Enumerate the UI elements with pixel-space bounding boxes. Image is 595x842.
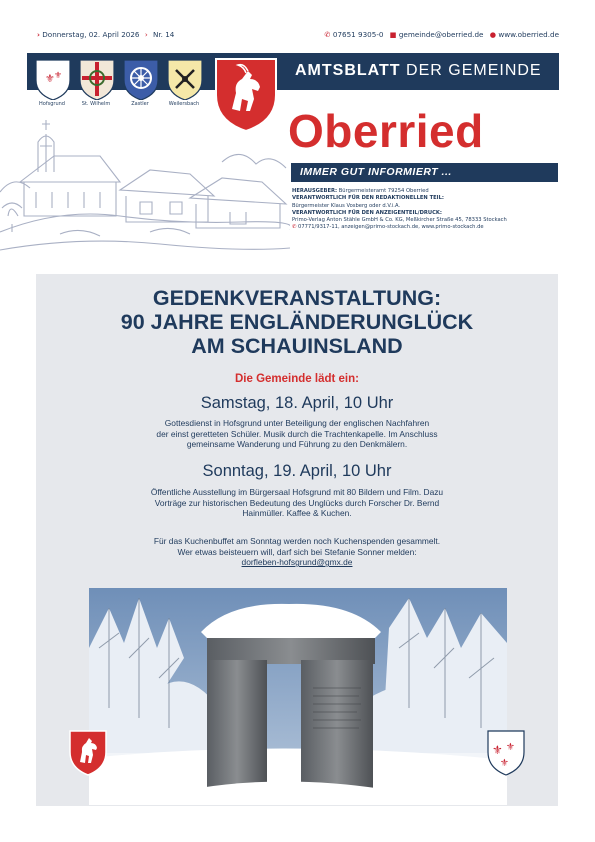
- website-link[interactable]: www.oberried.de: [498, 30, 559, 39]
- cake-appeal: [110, 536, 484, 568]
- crest-label: Hofsgrund: [39, 101, 65, 107]
- imprint-contact: [292, 224, 558, 231]
- oberried-crest-icon: [69, 730, 107, 776]
- crest-row: [34, 58, 204, 104]
- masthead-label: [295, 62, 557, 80]
- text-line: Hainmüller. Kaffee & Kuchen.: [242, 508, 352, 519]
- imprint-ads: Primo-Verlag Anton Stähle GmbH & Co. KG, Meßkircher Straße 45, 78333 Stockach: [292, 217, 507, 224]
- crest-st-wilhelm-icon: [80, 60, 114, 100]
- event-date-1: Samstag, 18. April, 10 Uhr: [200, 394, 394, 412]
- imprint-ads-label: VERANTWORTLICH FÜR DEN ANZEIGENTEIL/DRUCK:: [292, 209, 442, 216]
- masthead-title: Oberried: [288, 105, 484, 157]
- text-line: der einst geretteten Schüler. Musik durch die Trachtenkapelle. Im Anschluss: [156, 428, 438, 439]
- imprint-contact-text: 07771/9317-11, anzeigen@primo-stockach.de, www.primo-stockach.de: [298, 224, 484, 231]
- contact-email-link[interactable]: dorfleben-hofsgrund@gmx.de: [241, 557, 353, 568]
- text-line: Gottesdienst in Hofsgrund unter Beteiligung der englischen Nachfahren: [164, 418, 430, 428]
- imprint-label: HERAUSGEBER:: [292, 188, 338, 194]
- crest-label: St. Wilhelm: [81, 101, 111, 107]
- oberried-crest-small: [69, 730, 107, 780]
- svg-text:⚜: ⚜: [500, 758, 509, 769]
- phone-icon: ✆: [292, 224, 297, 231]
- svg-text:⚜: ⚜: [492, 743, 503, 757]
- text-line: Für das Kuchenbuffet am Sonntag werden noch Kuchenspenden gesammelt.: [153, 536, 441, 546]
- text-line: Vorträge zur historischen Bedeutung des Unglücks durch Forscher Dr. Bernd: [154, 497, 440, 508]
- crest-hofsgrund-icon: [36, 60, 70, 100]
- announcement-headline: [36, 286, 558, 358]
- event-date-2: Sonntag, 19. April, 10 Uhr: [202, 462, 392, 480]
- crest-zastler-icon: [124, 60, 158, 100]
- imprint-editorial: Bürgermeister Klaus Vosberg oder d.V.i.A.: [292, 202, 401, 209]
- phone-number[interactable]: 07651 9305-0: [332, 30, 384, 39]
- chevron-icon: ›: [144, 30, 148, 39]
- headline-line: AM SCHAUINSLAND: [191, 334, 403, 358]
- hofsgrund-crest-small: [487, 730, 525, 780]
- memorial-photo: [89, 588, 507, 805]
- mail-icon: ■: [389, 30, 397, 39]
- invite-line: Die Gemeinde lädt ein:: [235, 373, 359, 385]
- headline-line: 90 JAHRE ENGLÄNDERUNGLÜCK: [120, 310, 474, 334]
- text-line: Öffentliche Ausstellung im Bürgersaal Hofsgrund mit 80 Bildern und Film. Dazu: [150, 487, 444, 497]
- district-crests: [34, 58, 204, 100]
- event-text-2: [110, 487, 484, 519]
- text-line: gemeinsame Wanderung und Führung zu den Denkmälern.: [186, 439, 408, 450]
- amtsblatt-word: AMTSBLATT: [295, 62, 401, 79]
- issue-number: Nr. 14: [152, 30, 175, 39]
- issue-info: [37, 30, 174, 39]
- church-village-icon: [0, 112, 290, 262]
- contact-info: [325, 30, 559, 39]
- der-gemeinde-word: DER GEMEINDE: [406, 62, 542, 79]
- crest-label: Weilersbach: [168, 101, 200, 107]
- contact-email[interactable]: gemeinde@oberried.de: [398, 30, 484, 39]
- headline-line: GEDENKVERANSTALTUNG:: [152, 286, 442, 310]
- top-info-bar: [37, 30, 559, 44]
- phone-icon: ✆: [324, 30, 331, 39]
- crest-hofsgrund-icon: [487, 730, 525, 776]
- svg-text:⚜: ⚜: [54, 71, 63, 81]
- crest-label: Zastler: [131, 101, 149, 107]
- event-text-1: [110, 418, 484, 450]
- imprint-editorial-label: VERANTWORTLICH FÜR DEN REDAKTIONELLEN TEIL:: [292, 195, 444, 202]
- crest-weilersbach-icon: [168, 60, 202, 100]
- issue-date: Donnerstag, 02. April 2026: [42, 30, 140, 39]
- imprint: [292, 188, 558, 232]
- svg-text:⚜: ⚜: [45, 72, 55, 85]
- svg-text:⚜: ⚜: [506, 742, 515, 753]
- web-icon: ●: [489, 30, 497, 39]
- slogan: IMMER GUT INFORMIERT ...: [300, 166, 452, 178]
- imprint-value: Bürgermeisteramt 79254 Oberried: [338, 188, 429, 194]
- text-line: Wer etwas beisteuern will, darf sich bei Stefanie Sonner melden:: [177, 546, 417, 557]
- village-illustration: [0, 112, 290, 266]
- chevron-icon: ›: [37, 30, 40, 39]
- snow-memorial-image: [89, 588, 507, 805]
